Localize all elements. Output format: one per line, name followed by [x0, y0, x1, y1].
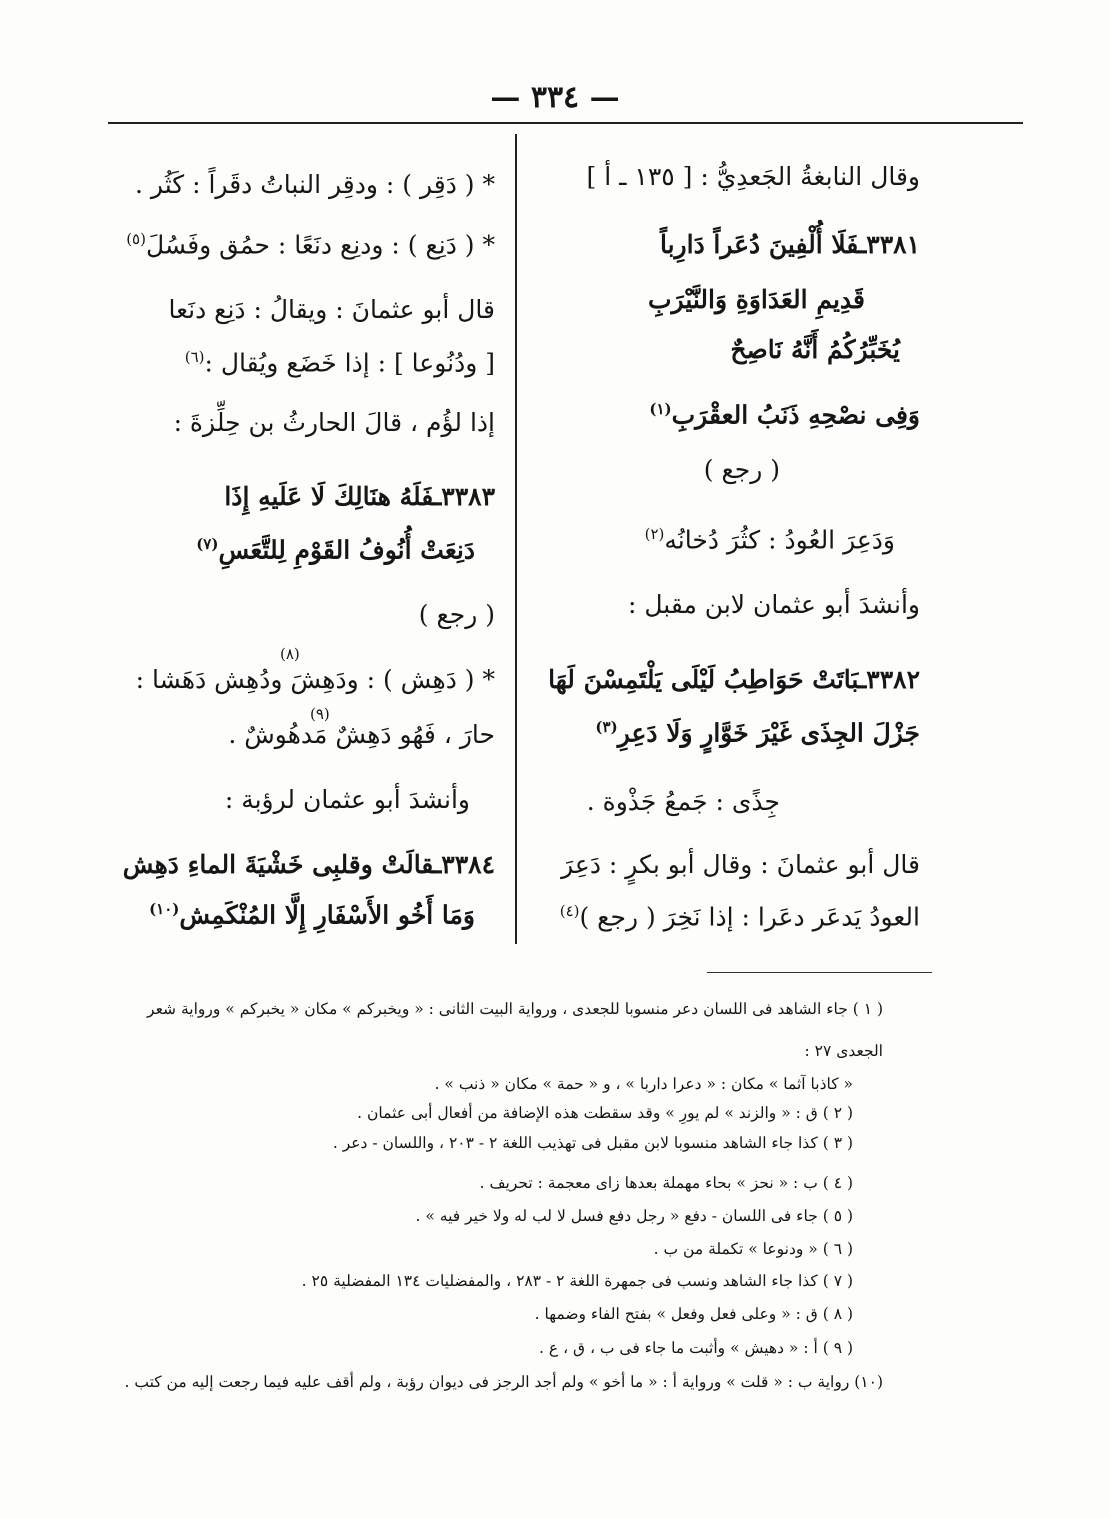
footnote: الجعدى ٢٧ :	[804, 1042, 883, 1060]
footnote: ( ٦ ) « ودنوعا » تكملة من ب .	[653, 1240, 853, 1258]
footnote: ( ٢ ) ق : « والزند » لم يورِ » وقد سقطت هذه الإضافة من أفعال أبى عثمان .	[357, 1104, 853, 1122]
footnote-marker: (٥)	[126, 230, 146, 248]
footnote-marker: (٦)	[184, 348, 205, 366]
text-line: جِذًى : جَمعُ جَذْوة .	[586, 787, 780, 816]
text-line: * ( دَهِش ) : ودَهِشَ ودُهِش دَهَشا :	[135, 665, 495, 694]
footnote: ( ٥ ) جاء فى اللسان - دفع « رجل دفع فسل لا لب له ولا خير فيه » .	[415, 1207, 853, 1225]
footnote-marker: (١٠)	[149, 900, 180, 918]
footnote-marker: (٤)	[559, 902, 580, 920]
verse-text: وَمَا أَخُو الأَسْفَارِ إِلَّا المُنْكَمِش	[179, 900, 475, 930]
verse-line-wrap	[545, 718, 920, 748]
text-line: حارَ ، فَهُو دَهِشٌ مَدهُوشٌ .	[228, 720, 495, 749]
footnote: ( ٨ ) ق : « وعلى فعل وفعل » بفتح الفاء وضمها .	[534, 1305, 853, 1323]
footnote: « كاذبا آثما » مكان : « دعرا داربا » ، و « حمة » مكان « ذنب » .	[434, 1075, 853, 1093]
footnote-marker: (١)	[649, 400, 672, 418]
footnote: (١٠) رواية ب : « قلت » ورواية أ : « ما أخو » ولم أجد الرجز فى ديوان رؤبة ، ولم أقف عليه فيما رجعت إليه من كتب .	[124, 1373, 883, 1391]
verse-text: جَزْلَ الجِذَى غَيْرَ خَوَّارٍ وَلَا دَعِرِ	[617, 718, 920, 748]
verse-text: دَنِعَتْ أُنُوفُ القَوْمِ لِلتَّعَسِ	[218, 535, 475, 565]
verse-line: ٣٣٨٣ـفَلَهُ هنَالِكَ لَا عَلَيهِ إِذَا	[224, 482, 495, 511]
verse-line: قَدِيمِ العَدَاوَةِ وَالنَّيْرَبِ	[648, 285, 865, 314]
verse-text: وَفِى نصْحِهِ ذَنَبُ العقْرَبِ	[671, 400, 920, 430]
footnote-marker: (٣)	[595, 718, 618, 736]
footnote-rule	[707, 972, 932, 973]
text-line-wrap	[545, 525, 895, 555]
text-line: قال أبو عثمانَ : ويقالُ : دَنِع دنَعا	[168, 295, 495, 324]
text-line-wrap	[545, 902, 920, 932]
verse-line: ٣٣٨١ـفَلَا أُلْفِينَ دُعَراً دَارِباً	[659, 230, 920, 259]
footnote-marker: (٩)	[310, 705, 330, 723]
text-line: * ( دَنِع ) : ودنِع دنَعًا : حمُق وفَسُلَ	[145, 230, 495, 260]
text-line: وقال النابغةُ الجَعدِيُّ : [ ١٣٥ ـ أ ]	[586, 162, 920, 191]
header-rule	[108, 122, 1023, 124]
page-number: — ٣٣٤ —	[490, 80, 620, 115]
text-line: * ( دَقِر ) : ودقِر النباتُ دقَراً : كَثُر .	[135, 170, 495, 199]
footnote: ( ٩ ) أ : « دهيش » وأثبت ما جاء فى ب ، ق ، ع .	[539, 1339, 853, 1357]
text-line-wrap	[110, 665, 495, 695]
text-line: العودُ يَدعَر دعَرا : إذا نَخِرَ ( رجع )	[579, 902, 920, 932]
verse-line: ٣٣٨٢ـبَاتَتْ حَوَاطِبُ لَيْلَى يَلْتَمِسْنَ لَهَا	[548, 665, 920, 694]
footnote: ( ٣ ) كذا جاء الشاهد منسوبا لابن مقبل فى تهذيب اللغة ٢ - ٢٠٣ ، واللسان - دعر .	[332, 1134, 853, 1152]
verse-line-wrap	[110, 900, 475, 930]
text-line-wrap	[110, 348, 495, 378]
text-line: قال أبو عثمانَ : وقال أبو بكرٍ : دَعِرَ	[561, 850, 920, 879]
footnote: ( ٧ ) كذا جاء الشاهد ونسب فى جمهرة اللغة ٢ - ٢٨٣ ، والمفضليات ١٣٤ المفضلية ٢٥ .	[301, 1272, 853, 1290]
verse-line-wrap	[545, 400, 920, 430]
footnote-marker: (٧)	[196, 535, 219, 553]
footnote-marker: (٢)	[644, 525, 665, 543]
column-divider	[515, 134, 517, 944]
text-line: وَدَعِرَ العُودُ : كثُرَ دُخانُه	[664, 525, 895, 555]
verse-line: ٣٣٨٤ـقالَتْ وقلبِى خَشْيَةَ الماءِ دَهِش	[122, 850, 495, 879]
text-line: وأنشدَ أبو عثمان لرؤبة :	[224, 785, 470, 814]
rajaa-marker: ( رجع )	[703, 455, 780, 484]
verse-line-wrap	[110, 535, 475, 565]
text-line: [ ودُنُوعا ] : إذا خَضَع ويُقال :	[204, 348, 495, 378]
footnote: ( ١ ) جاء الشاهد فى اللسان دعر منسوبا للجعدى ، ورواية البيت الثانى : « ويخبركم » مكان « يخبركم » ورواية شعر	[147, 1000, 883, 1018]
text-line: إذا لؤُم ، قالَ الحارثُ بن حِلِّزةَ :	[173, 408, 495, 437]
text-line-wrap	[110, 230, 495, 260]
verse-line: يُخَبِّرُكُمُ أَنَّهُ نَاصِحٌ	[730, 335, 900, 364]
rajaa-marker: ( رجع )	[418, 600, 495, 629]
text-line: وأنشدَ أبو عثمان لابن مقبل :	[627, 590, 920, 619]
footnote-marker: (٨)	[280, 645, 300, 663]
footnote: ( ٤ ) ب : « نحز » بحاء مهملة بعدها زاى معجمة : تحريف .	[479, 1174, 853, 1192]
